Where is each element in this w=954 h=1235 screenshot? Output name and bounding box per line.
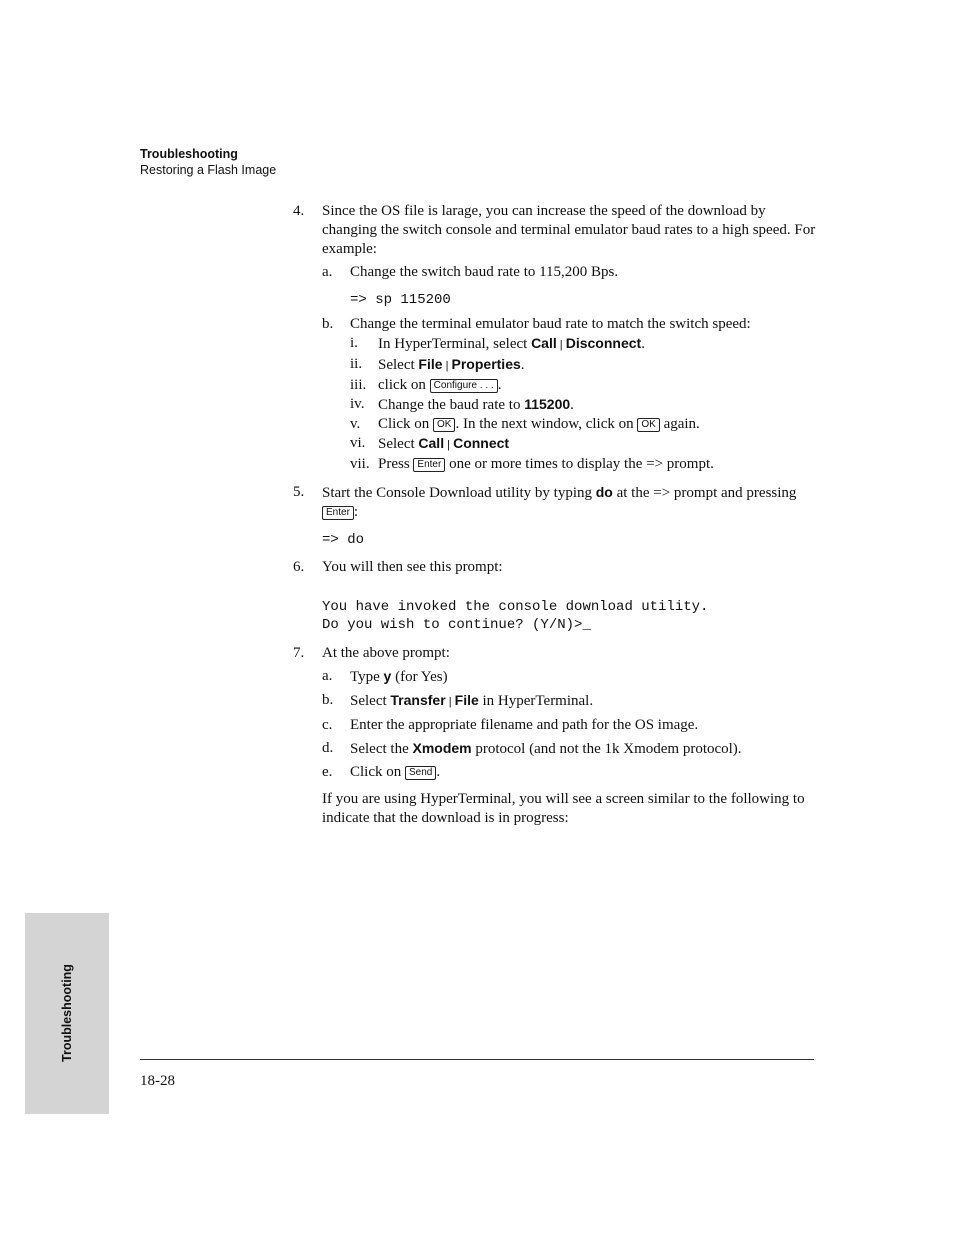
item-text: Select [378, 436, 419, 452]
item-text-end: one or more times to display the => prompt. [445, 456, 714, 472]
step-text-end: : [353, 504, 359, 520]
step-text: Since the OS file is larage, you can increase the speed of the download by changing the switch console and terminal emulator baud rates to a high speed. For example: [322, 203, 816, 257]
roman-item-v [350, 415, 823, 434]
menu-separator: | [442, 360, 452, 372]
do-command: do [595, 484, 613, 500]
step-6 [293, 558, 823, 634]
send-key: Send [405, 766, 436, 780]
yes-value: y [383, 668, 392, 684]
roman-number: i. [350, 335, 358, 351]
item-text-end: . [520, 357, 525, 373]
roman-item-vii [350, 455, 823, 474]
roman-item-iv [350, 395, 823, 415]
baud-value: 115200 [524, 396, 571, 412]
item-text-end: . [497, 377, 502, 393]
item-text-end: again. [659, 416, 700, 432]
step-number: 6. [293, 559, 305, 575]
roman-item-i [350, 334, 823, 355]
substep-letter: a. [322, 264, 333, 280]
item-text: click on [378, 377, 430, 393]
item-text: Click on [378, 416, 433, 432]
page-content [293, 202, 823, 828]
item-text: In HyperTerminal, select [378, 336, 532, 352]
substep-d [322, 739, 823, 759]
substep-text-end: (for Yes) [391, 669, 448, 685]
substep-letter: c. [322, 717, 333, 733]
running-header-section: Troubleshooting [140, 147, 238, 161]
item-text: Select [378, 357, 419, 373]
step-number: 7. [293, 645, 305, 661]
roman-number: vii. [350, 456, 370, 472]
substep-text: Enter the appropriate filename and path for the OS image. [350, 717, 699, 733]
substep-b [322, 315, 823, 474]
substep-text: Click on [350, 764, 405, 780]
roman-number: ii. [350, 356, 363, 372]
roman-item-vi [350, 434, 823, 455]
code-sp-command: => sp 115200 [350, 292, 451, 308]
page-number: 18-28 [140, 1073, 175, 1089]
substep-text-end: in HyperTerminal. [478, 693, 594, 709]
item-text-end: . [570, 397, 574, 413]
menu-separator: | [445, 696, 455, 708]
step-5 [293, 483, 823, 550]
roman-item-ii [350, 355, 823, 376]
substep-text: Type [350, 669, 384, 685]
roman-item-iii [350, 376, 823, 395]
substep-letter: b. [322, 316, 334, 332]
footer-rule [140, 1059, 814, 1060]
xmodem-value: Xmodem [412, 740, 472, 756]
menu-call: Call [418, 435, 445, 451]
substep-text: Change the terminal emulator baud rate to match the switch speed: [350, 316, 751, 332]
enter-key: Enter [322, 506, 354, 520]
menu-separator: | [444, 439, 454, 451]
substep-text-end: . [436, 764, 441, 780]
step-number: 4. [293, 203, 305, 219]
roman-number: vi. [350, 435, 366, 451]
step-text: Start the Console Download utility by typing [322, 485, 596, 501]
console-cursor: _ [582, 617, 591, 633]
substep-c [322, 716, 823, 735]
console-line-1: You have invoked the console download utility. [322, 599, 709, 615]
menu-separator: | [556, 339, 566, 351]
substep-a [322, 667, 823, 687]
menu-file: File [418, 356, 443, 372]
step-number: 5. [293, 484, 305, 500]
substep-text-end: protocol (and not the 1k Xmodem protocol). [471, 741, 742, 757]
roman-number: iv. [350, 396, 365, 412]
substep-b [322, 691, 823, 712]
enter-key: Enter [413, 458, 445, 472]
substep-letter: a. [322, 668, 333, 684]
console-line-2: Do you wish to continue? (Y/N)> [322, 617, 583, 633]
menu-call: Call [531, 335, 557, 351]
substep-text: Change the switch baud rate to 115,200 Bps. [350, 264, 619, 280]
step-7 [293, 644, 823, 828]
step-4 [293, 202, 823, 474]
substep-letter: b. [322, 692, 334, 708]
substep-letter: e. [322, 764, 333, 780]
roman-number: iii. [350, 377, 367, 393]
step-text: You will then see this prompt: [322, 559, 503, 575]
menu-connect: Connect [453, 435, 510, 451]
substep-a [322, 263, 823, 282]
substep-text: Select [350, 693, 391, 709]
item-text: Change the baud rate to [378, 397, 525, 413]
menu-file: File [454, 692, 479, 708]
item-text-mid: . In the next window, click on [455, 416, 638, 432]
step-text-mid: at the => prompt and pressing [612, 485, 797, 501]
substep-e [322, 763, 823, 782]
menu-properties: Properties [451, 356, 521, 372]
code-do-command: => do [322, 532, 365, 548]
menu-transfer: Transfer [390, 692, 446, 708]
ok-key: OK [433, 418, 455, 432]
side-tab-label: Troubleshooting [60, 964, 74, 1062]
roman-number: v. [350, 416, 361, 432]
item-text: Press [378, 456, 414, 472]
item-text-end: . [641, 336, 645, 352]
console-output [322, 598, 823, 634]
substep-text: Select the [350, 741, 413, 757]
step-text: At the above prompt: [322, 645, 450, 661]
note-paragraph: If you are using HyperTerminal, you will see a screen similar to the following to indicate that the download is in progress: [322, 791, 805, 826]
ok-key: OK [637, 418, 659, 432]
configure-key: Configure . . . [430, 379, 498, 393]
menu-disconnect: Disconnect [565, 335, 642, 351]
running-header-subsection: Restoring a Flash Image [140, 163, 277, 177]
substep-letter: d. [322, 740, 334, 756]
